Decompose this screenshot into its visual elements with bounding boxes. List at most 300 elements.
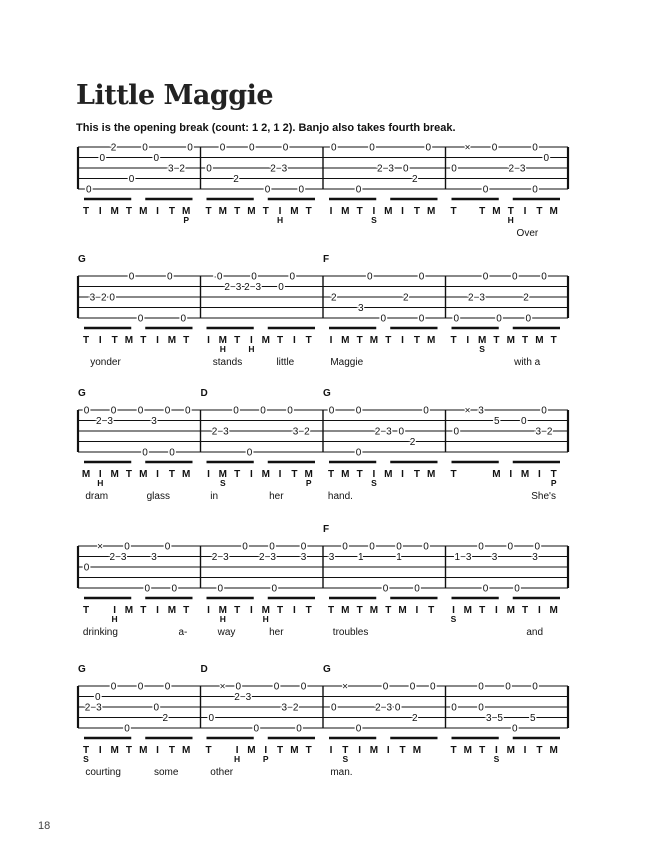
picking-finger: T: [183, 335, 190, 346]
picking-finger: T: [168, 206, 175, 217]
picking-finger: I: [358, 745, 362, 756]
fret-number: 0: [153, 153, 160, 164]
picking-finger: T: [522, 335, 529, 346]
fret-number: 0: [251, 271, 257, 283]
picking-finger: I: [207, 469, 210, 480]
picking-finger: I: [250, 469, 253, 480]
fret-number: 0: [287, 405, 293, 417]
technique-mark: P: [262, 754, 269, 764]
fret-number: 2−3 0: [375, 702, 401, 714]
picking-finger: I: [113, 605, 117, 616]
lyric: courting: [85, 767, 121, 778]
fret-number: 0: [398, 426, 405, 438]
picking-finger: M: [139, 206, 148, 217]
fret-number: 0: [511, 723, 518, 735]
picking-finger: T: [262, 206, 269, 217]
picking-finger: T: [168, 745, 175, 756]
picking-finger: T: [413, 335, 420, 346]
picking-finger: T: [140, 335, 147, 346]
fret-number: 0: [128, 271, 135, 283]
technique-mark: S: [371, 215, 377, 225]
fret-number: 0: [541, 405, 547, 417]
technique-mark: P: [305, 478, 312, 488]
fret-number: 0: [496, 313, 502, 325]
picking-finger: T: [305, 745, 312, 756]
fret-number: 2−3: [270, 163, 288, 175]
picking-finger: T: [234, 469, 241, 480]
picking-finger: I: [98, 469, 102, 480]
picking-finger: I: [156, 745, 159, 756]
fret-number: 0: [355, 405, 362, 417]
picking-finger: M: [427, 206, 436, 217]
fret-number: 0: [520, 416, 527, 427]
fret-number: 2−3: [259, 552, 276, 563]
chord-symbol: F: [323, 524, 330, 535]
fret-number: 3−2 0: [89, 292, 115, 304]
picking-finger: M: [384, 206, 393, 217]
fret-number: 0: [478, 681, 484, 693]
fret-number: 3: [300, 552, 307, 563]
picking-finger: M: [247, 745, 256, 756]
picking-finger: M: [124, 605, 134, 616]
picking-finger: I: [372, 469, 376, 480]
fret-number: 3: [328, 552, 335, 563]
fret-number: 0: [482, 271, 489, 283]
picking-finger: M: [492, 206, 501, 217]
fret-number: 0: [137, 681, 144, 693]
fret-number: 0: [482, 184, 489, 196]
fret-number: 0: [206, 163, 212, 175]
picking-finger: T: [450, 335, 457, 346]
lyric: troubles: [332, 627, 369, 638]
picking-finger: I: [207, 605, 210, 616]
fret-number: 0: [330, 702, 337, 714]
fret-number: 0: [128, 174, 135, 185]
picking-finger: T: [385, 335, 392, 346]
picking-finger: T: [356, 605, 363, 616]
picking-finger: M: [463, 605, 472, 616]
picking-finger: M: [182, 745, 191, 756]
fret-number: 0: [532, 142, 538, 154]
fret-number: 0: [507, 541, 514, 553]
fret-number: 0: [273, 681, 280, 693]
picking-finger: M: [110, 469, 119, 480]
fret-number: ×: [464, 142, 471, 154]
fret-number: 0: [418, 271, 425, 283]
fret-number: 0: [142, 142, 148, 154]
picking-finger: T: [399, 745, 406, 756]
picking-finger: M: [261, 469, 270, 480]
picking-finger: M: [290, 206, 299, 217]
fret-number: 2: [162, 713, 169, 724]
fret-number: 0: [402, 163, 409, 175]
fret-number: 0: [418, 313, 425, 325]
fret-number: 0: [451, 702, 457, 714]
fret-number: 3−2: [292, 426, 310, 438]
fret-number: 3−2: [281, 702, 299, 714]
picking-finger: M: [218, 605, 227, 616]
fret-number: 3−5: [486, 713, 503, 724]
lyric: way: [217, 627, 236, 638]
picking-finger: I: [264, 745, 268, 756]
lyric: little: [276, 357, 295, 368]
fret-number: 0: [242, 541, 248, 553]
picking-finger: T: [205, 745, 212, 756]
fret-number: 0: [478, 541, 484, 553]
fret-number: 0: [164, 541, 171, 553]
fret-number: 0: [217, 583, 224, 595]
picking-finger: M: [506, 335, 515, 346]
picking-finger: T: [356, 206, 363, 217]
technique-mark: S: [342, 754, 349, 764]
picking-finger: T: [277, 335, 284, 346]
picking-finger: I: [292, 335, 296, 346]
picking-finger: T: [125, 469, 132, 480]
fret-number: ×: [342, 681, 348, 693]
fret-number: 0: [532, 681, 538, 693]
picking-finger: M: [218, 206, 227, 217]
fret-number: 0: [137, 313, 144, 325]
picking-finger: I: [523, 745, 527, 756]
fret-number: 0: [180, 313, 187, 325]
picking-finger: M: [549, 206, 558, 217]
fret-number: 0: [171, 583, 178, 595]
picking-finger: T: [450, 469, 457, 480]
picking-finger: T: [536, 206, 543, 217]
fret-number: 0: [164, 405, 171, 417]
fret-number: 0: [83, 562, 90, 574]
picking-finger: I: [372, 206, 376, 217]
picking-finger: I: [509, 469, 513, 480]
fret-number: 0: [164, 681, 171, 693]
fret-number: 0: [253, 723, 260, 735]
picking-finger: M: [549, 745, 558, 756]
picking-finger: M: [477, 335, 487, 346]
fret-number: ×: [97, 541, 103, 553]
lyric: yonder: [90, 357, 121, 368]
fret-number: 0: [169, 447, 175, 459]
picking-finger: M: [427, 469, 436, 480]
picking-finger: I: [466, 335, 470, 346]
picking-finger: T: [168, 469, 175, 480]
fret-number: 0: [330, 142, 337, 154]
fret-number: 0: [505, 681, 511, 693]
fret-number: ×: [219, 681, 226, 693]
fret-number: 0: [514, 583, 520, 595]
picking-finger: T: [385, 605, 392, 616]
technique-mark: S: [219, 478, 226, 488]
fret-number: 0: [532, 184, 538, 196]
fret-number: 5: [529, 713, 536, 724]
picking-finger: I: [537, 605, 541, 616]
picking-finger: T: [327, 469, 335, 480]
picking-finger: T: [234, 206, 241, 217]
fret-number: 0: [110, 405, 117, 417]
fret-number: 2−3: [84, 702, 102, 714]
chord-symbol: G: [323, 664, 331, 675]
fret-number: 0: [142, 447, 148, 459]
fret-number: 0: [187, 142, 193, 154]
picking-finger: I: [156, 605, 159, 616]
technique-mark: S: [450, 614, 457, 624]
picking-finger: I: [235, 745, 239, 756]
fret-number: 0: [425, 142, 432, 154]
fret-number: 0: [429, 681, 436, 693]
picking-finger: M: [110, 745, 119, 756]
picking-finger: M: [520, 469, 530, 480]
picking-finger: T: [305, 206, 312, 217]
fret-number: 0: [282, 142, 289, 154]
picking-finger: T: [413, 469, 420, 480]
fret-number: 3: [151, 552, 157, 563]
picking-finger: M: [506, 605, 515, 616]
picking-finger: I: [401, 335, 404, 346]
picking-finger: T: [291, 469, 298, 480]
picking-finger: T: [493, 335, 500, 346]
fret-number: 0: [137, 405, 144, 417]
fret-number: 0: [246, 447, 253, 459]
fret-number: 1: [357, 552, 364, 563]
picking-finger: M: [369, 335, 379, 346]
picking-finger: T: [479, 206, 486, 217]
picking-finger: T: [479, 745, 486, 756]
fret-number: 0: [328, 405, 335, 417]
fret-number: 2: [411, 174, 418, 185]
technique-mark: H: [219, 344, 226, 354]
chord-symbol: G: [78, 254, 86, 265]
picking-finger: I: [452, 605, 455, 616]
fret-number: 3−2: [535, 426, 553, 438]
fret-number: 0: [271, 583, 278, 595]
technique-mark: H: [234, 754, 241, 764]
fret-number: 0: [511, 271, 518, 283]
fret-number: 2: [402, 292, 409, 304]
fret-number: 0: [94, 692, 101, 703]
intro-note: This is the opening break (count: 1 2, 1 2). Banjo also takes fourth break.: [76, 122, 456, 134]
picking-finger: M: [492, 469, 501, 480]
picking-finger: I: [98, 206, 102, 217]
picking-finger: T: [111, 335, 118, 346]
picking-finger: M: [549, 605, 558, 616]
technique-mark: H: [262, 614, 269, 624]
picking-finger: T: [82, 605, 90, 616]
picking-finger: I: [278, 206, 282, 217]
technique-mark: S: [371, 478, 377, 488]
picking-finger: I: [207, 335, 210, 346]
picking-finger: T: [125, 745, 132, 756]
lyric: and: [526, 627, 544, 638]
technique-mark: H: [276, 215, 284, 225]
fret-number: 0: [414, 583, 420, 595]
picking-finger: T: [479, 605, 486, 616]
lyric: a-: [178, 627, 188, 638]
picking-finger: I: [495, 745, 498, 756]
lyric: other: [210, 767, 234, 778]
technique-mark: S: [493, 754, 500, 764]
fret-number: 0: [380, 313, 387, 325]
fret-number: 0: [366, 271, 373, 283]
fret-number: 0: [289, 271, 296, 283]
picking-finger: T: [125, 206, 132, 217]
picking-finger: T: [327, 605, 335, 616]
picking-finger: I: [537, 469, 541, 480]
fret-number: 0: [453, 426, 460, 438]
picking-finger: T: [82, 206, 90, 217]
picking-finger: M: [384, 469, 393, 480]
fret-number: 2−3: [211, 426, 229, 438]
picking-finger: I: [250, 605, 253, 616]
fret-number: 0: [110, 681, 117, 693]
technique-mark: P: [183, 215, 190, 225]
fret-number: 0: [99, 153, 106, 164]
fret-number: 0: [124, 723, 130, 735]
picking-finger: I: [329, 745, 333, 756]
picking-finger: M: [369, 745, 379, 756]
fret-number: 2−3: [377, 163, 394, 175]
fret-number: 0: [83, 405, 90, 417]
lyric: in: [210, 491, 219, 502]
fret-number: 0: [300, 541, 307, 553]
picking-finger: M: [506, 745, 515, 756]
fret-number: ×: [464, 405, 471, 417]
picking-finger: I: [495, 605, 498, 616]
lyric: her: [269, 627, 284, 638]
fret-number: 2−3: [211, 552, 229, 563]
fret-number: 0: [124, 541, 130, 553]
picking-finger: M: [81, 469, 91, 480]
fret-number: 2: [110, 142, 117, 154]
picking-finger: M: [139, 745, 148, 756]
picking-finger: M: [139, 469, 148, 480]
picking-finger: M: [261, 605, 270, 616]
lyric: Over: [516, 228, 539, 239]
picking-finger: M: [182, 469, 191, 480]
picking-finger: I: [156, 335, 159, 346]
fret-number: 5: [493, 416, 500, 427]
fret-number: 3: [357, 303, 364, 314]
fret-number: 0: [264, 184, 271, 196]
picking-finger: M: [412, 745, 422, 756]
picking-finger: I: [98, 335, 102, 346]
picking-finger: I: [415, 605, 419, 616]
picking-finger: M: [290, 745, 299, 756]
fret-number: 0: [355, 447, 362, 459]
fret-number: 3: [491, 552, 498, 563]
picking-finger: T: [507, 206, 514, 217]
picking-finger: T: [536, 745, 543, 756]
picking-finger: I: [278, 469, 282, 480]
fret-number: 0: [248, 142, 255, 154]
fret-number: 3: [532, 552, 538, 563]
picking-finger: M: [304, 469, 313, 480]
fret-number: 2−3: [96, 416, 113, 427]
chord-symbol: D: [200, 664, 208, 675]
picking-finger: I: [292, 605, 296, 616]
fret-number: 0: [382, 583, 389, 595]
picking-finger: I: [156, 469, 159, 480]
fret-number: 0: [409, 681, 416, 693]
picking-finger: M: [167, 335, 177, 346]
picking-finger: M: [218, 335, 227, 346]
lyric: hand.: [327, 491, 353, 502]
fret-number: 0: [355, 184, 362, 196]
picking-finger: I: [386, 745, 390, 756]
fret-number: 1−3: [454, 552, 472, 563]
picking-finger: T: [82, 745, 90, 756]
picking-finger: T: [205, 206, 212, 217]
picking-finger: I: [329, 335, 333, 346]
picking-finger: T: [356, 335, 363, 346]
fret-number: 0: [543, 153, 550, 164]
picking-finger: I: [523, 206, 527, 217]
picking-finger: M: [341, 335, 350, 346]
technique-mark: S: [83, 754, 89, 764]
lyric: glass: [146, 491, 170, 502]
fret-number: 0: [153, 702, 160, 714]
fret-number: 2−3 2−3: [224, 282, 262, 293]
lyric: drinking: [82, 627, 118, 638]
picking-finger: T: [305, 335, 312, 346]
fret-number: 0: [541, 271, 547, 283]
fret-number: 0: [300, 681, 307, 693]
fret-number: 2: [330, 292, 337, 304]
picking-finger: T: [82, 335, 90, 346]
fret-number: 2−3: [234, 692, 252, 703]
lyric: some: [153, 767, 179, 778]
picking-finger: T: [183, 605, 190, 616]
technique-mark: H: [219, 614, 226, 624]
chord-symbol: G: [78, 388, 86, 399]
fret-number: 2−3: [109, 552, 127, 563]
picking-finger: M: [341, 605, 350, 616]
fret-number: 2−3: [508, 163, 526, 175]
technique-mark: S: [479, 344, 485, 354]
chord-symbol: D: [200, 388, 208, 399]
fret-number: 0: [369, 541, 375, 553]
picking-finger: M: [369, 605, 379, 616]
picking-finger: I: [98, 745, 102, 756]
picking-finger: M: [341, 206, 350, 217]
picking-finger: T: [140, 605, 147, 616]
picking-finger: T: [413, 206, 420, 217]
technique-mark: H: [97, 478, 104, 488]
picking-finger: M: [398, 605, 407, 616]
picking-finger: T: [277, 745, 284, 756]
fret-number: 0: [235, 681, 242, 693]
fret-number: 0: [166, 271, 173, 283]
picking-finger: T: [450, 745, 457, 756]
fret-number: 0: [298, 184, 305, 196]
fret-number: 0: [85, 184, 92, 196]
picking-finger: T: [277, 605, 284, 616]
lyric: her: [269, 491, 284, 502]
fret-number: 2: [411, 713, 418, 724]
picking-finger: M: [427, 335, 436, 346]
picking-finger: M: [261, 335, 270, 346]
lyric: She's: [531, 491, 556, 502]
picking-finger: I: [401, 469, 404, 480]
fret-number: 0: [260, 405, 266, 417]
fret-number: 2: [409, 437, 416, 448]
fret-number: 2: [233, 174, 239, 185]
fret-number: 0: [233, 405, 239, 417]
picking-finger: I: [401, 206, 404, 217]
picking-finger: I: [329, 206, 333, 217]
picking-finger: M: [110, 206, 119, 217]
fret-number: 0: [355, 723, 362, 735]
fret-number: 0: [382, 681, 389, 693]
fret-number: 3: [151, 416, 157, 427]
